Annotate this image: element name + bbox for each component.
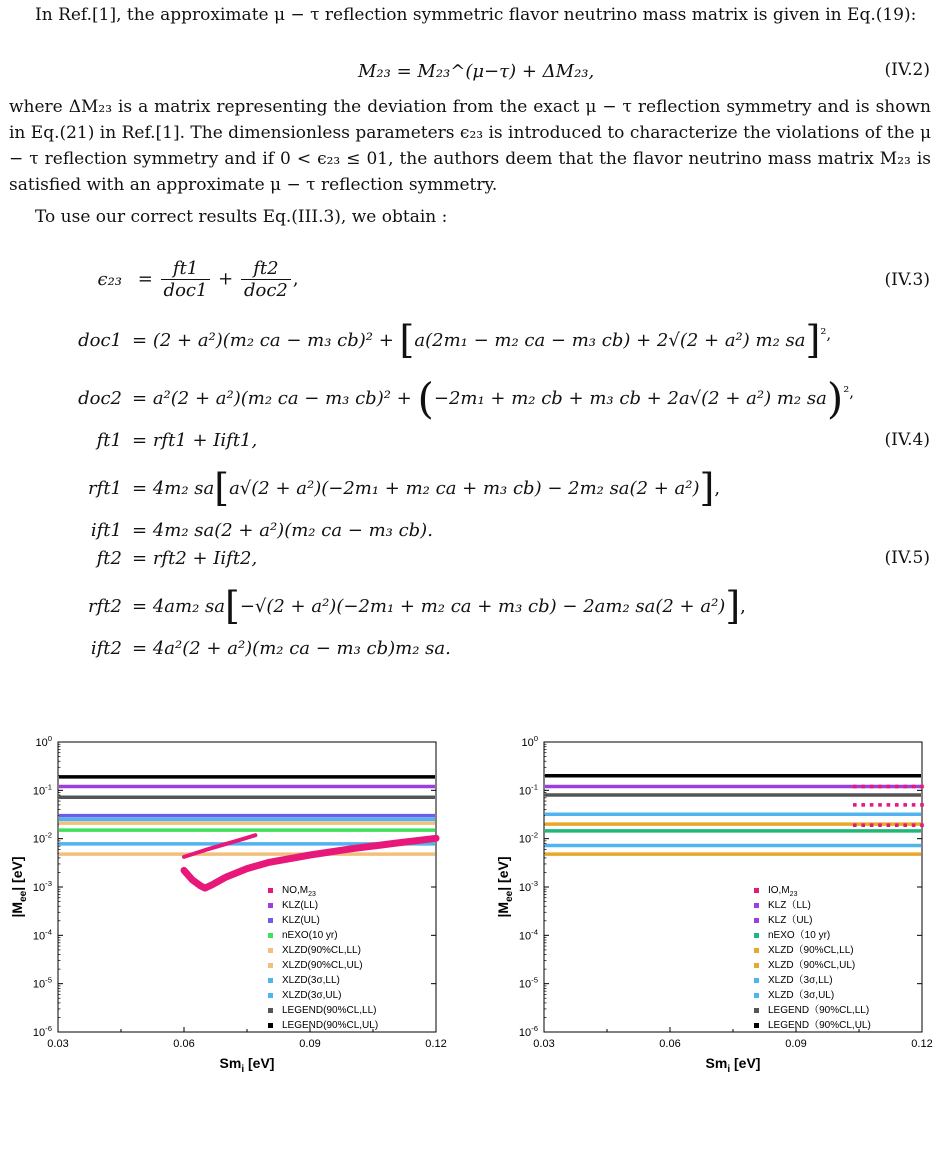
x-tick-label: 0.06 <box>173 1038 195 1050</box>
legend-label: XLZD（90%CL,LL) <box>768 945 854 956</box>
paragraph-1: In Ref.[1], the approximate μ − τ reflection symmetric flavor neutrino mass matrix is given in Eq.(19): <box>35 5 917 25</box>
legend-label: LEGEND（90%CL,UL) <box>768 1020 871 1031</box>
legend-marker <box>754 918 759 923</box>
legend-label: KLZ（UL) <box>768 915 813 926</box>
x-tick-label: 0.06 <box>659 1038 681 1050</box>
legend-label: XLZD(3σ,UL) <box>282 990 342 1001</box>
model-point <box>853 785 857 789</box>
legend-marker <box>268 963 273 968</box>
paragraph-2: where ΔM₂₃ is a matrix representing the deviation from the exact μ − τ reflection symmetry and is shown in Eq.(21) in Ref.[1]. The dimensionless parameters ϵ₂₃ is introduced to characterize the violations of the μ − τ reflection symmetry and if 0 < ϵ₂₃ ≤ 01, the authors deem that the flavor neutrino mass matrix M₂₃ is satisfied with an approximate μ − τ reflection symmetry. <box>9 97 931 195</box>
legend-marker <box>268 918 273 923</box>
legend-label: LEGEND(90%CL,LL) <box>282 1005 377 1016</box>
equation-ft2: ft2 = rft2 + Iift2, <box>96 548 258 569</box>
eq-lhs: ϵ₂₃ <box>97 268 122 290</box>
legend-marker <box>754 1023 759 1028</box>
equation-ift2: ift2 = 4a²(2 + a²)(m₂ ca − m₃ cb)m₂ sa. <box>90 638 451 659</box>
equation-tag-iv2: (IV.2) <box>884 60 930 80</box>
legend-marker <box>754 933 759 938</box>
legend-label: KLZ(UL) <box>282 915 320 926</box>
model-point <box>903 823 907 827</box>
model-point <box>920 785 924 789</box>
model-point <box>870 823 874 827</box>
model-point <box>853 803 857 807</box>
model-point <box>861 803 865 807</box>
legend-marker <box>268 933 273 938</box>
legend-label: XLZD（90%CL,UL) <box>768 960 856 971</box>
legend-marker <box>754 978 759 983</box>
fraction-1: $\frac{ft1}{\text{doc1}}$ <box>161 258 211 301</box>
model-point <box>861 823 865 827</box>
model-point <box>887 803 891 807</box>
y-tick-label: $10^{-4}$ <box>518 927 538 943</box>
y-tick-label: $10^{-5}$ <box>518 975 538 991</box>
y-tick-label: $10^{-2}$ <box>32 830 52 846</box>
legend-marker <box>754 888 759 893</box>
legend-marker <box>268 978 273 983</box>
legend-marker <box>754 993 759 998</box>
x-tick-label: 0.09 <box>785 1038 807 1050</box>
x-tick-label: 0.12 <box>425 1038 447 1050</box>
model-point <box>887 785 891 789</box>
model-point <box>912 785 916 789</box>
legend-label: XLZD（3σ,UL) <box>768 990 835 1001</box>
model-point <box>878 785 882 789</box>
legend-label: XLZD(90%CL,LL) <box>282 945 361 956</box>
model-point <box>903 785 907 789</box>
y-tick-label: $10^0$ <box>521 734 538 749</box>
equation-tag-iv3: (IV.3) <box>884 270 930 290</box>
legend-marker <box>268 948 273 953</box>
x-axis-label: $Sm_i$ [eV] <box>705 1055 761 1075</box>
model-point <box>912 803 916 807</box>
fraction-2: $\frac{ft2}{\text{doc2}}$ <box>241 258 291 301</box>
x-axis-label: $Sm_i$ [eV] <box>219 1055 275 1075</box>
equation-doc2: doc2 = a²(2 + a²)(m₂ ca − m₃ cb)² + (−2m₁ + m₂ cb + m₃ cb + 2a√(2 + a²) m₂ sa)$^{^2,}$ <box>78 374 854 423</box>
legend-marker <box>268 1023 273 1028</box>
legend-label: XLZD（3σ,LL) <box>768 975 833 986</box>
legend-label: XLZD(3σ,LL) <box>282 975 340 986</box>
model-point <box>853 823 857 827</box>
model-point <box>895 823 899 827</box>
legend-label: LEGEND（90%CL,LL) <box>768 1005 870 1016</box>
paragraph-3: To use our correct results Eq.(III.3), we obtain : <box>35 207 448 227</box>
equation-iv2: M₂₃ = M₂₃^(μ−τ) + ΔM₂₃, <box>358 61 595 82</box>
model-point <box>920 803 924 807</box>
y-tick-label: $10^{-3}$ <box>518 879 538 894</box>
legend-label: LEGEND(90%CL,UL) <box>282 1020 379 1031</box>
legend-label: $NO,M_{23}$ <box>282 885 316 898</box>
chart-io-mee <box>474 720 944 1140</box>
legend-label: KLZ（LL) <box>768 900 811 911</box>
legend-marker <box>268 888 273 893</box>
equation-rft2: rft2 = 4am₂ sa[−√(2 + a²)(−2m₁ + m₂ ca + m₃ cb) − 2am₂ sa(2 + a²)], <box>88 584 746 628</box>
legend-marker <box>754 948 759 953</box>
x-tick-label: 0.12 <box>911 1038 933 1050</box>
x-tick-label: 0.09 <box>299 1038 321 1050</box>
model-point <box>903 803 907 807</box>
equation-ft1: ft1 = rft1 + Iift1, <box>96 430 258 451</box>
model-point <box>912 823 916 827</box>
legend-label: XLZD(90%CL,UL) <box>282 960 363 971</box>
legend-label: nEXO（10 yr) <box>768 930 831 941</box>
y-axis-label: $|M_{ee}|$ [eV] <box>9 856 29 918</box>
model-point <box>878 823 882 827</box>
equation-tag-iv4: (IV.4) <box>884 430 930 450</box>
model-point <box>887 823 891 827</box>
equation-tag-iv5: (IV.5) <box>884 548 930 568</box>
legend-label: KLZ(LL) <box>282 900 319 911</box>
legend-marker <box>268 1008 273 1013</box>
y-tick-label: $10^0$ <box>35 734 52 749</box>
equation-rft1: rft1 = 4m₂ sa[a√(2 + a²)(−2m₁ + m₂ ca + m₃ cb) − 2m₂ sa(2 + a²)], <box>88 466 721 510</box>
model-point <box>920 823 924 827</box>
y-axis-label: $|M_{ee}|$ [eV] <box>495 856 515 918</box>
legend-marker <box>268 903 273 908</box>
model-point <box>895 803 899 807</box>
y-tick-label: $10^{-4}$ <box>32 927 52 943</box>
legend-marker <box>754 903 759 908</box>
y-tick-label: $10^{-1}$ <box>518 782 538 798</box>
y-tick-label: $10^{-1}$ <box>32 782 52 798</box>
legend-marker <box>268 993 273 998</box>
y-tick-label: $10^{-2}$ <box>518 830 538 846</box>
legend-marker <box>754 963 759 968</box>
y-tick-label: $10^{-5}$ <box>32 975 52 991</box>
y-tick-label: $10^{-6}$ <box>32 1024 52 1039</box>
equation-doc1: doc1 = (2 + a²)(m₂ ca − m₃ cb)² + [a(2m₁ − m₂ ca − m₃ cb) + 2√(2 + a²) m₂ sa]$^{^2,}$ <box>78 318 832 362</box>
y-tick-label: $10^{-3}$ <box>32 879 52 894</box>
model-point <box>878 803 882 807</box>
x-tick-label: 0.03 <box>533 1038 555 1050</box>
y-tick-label: $10^{-6}$ <box>518 1024 538 1039</box>
x-tick-label: 0.03 <box>47 1038 69 1050</box>
legend-marker <box>754 1008 759 1013</box>
model-point <box>870 785 874 789</box>
model-point <box>861 785 865 789</box>
equation-epsilon: ϵ₂₃ = $\frac{ft1}{\text{doc1}}$ + $\frac{ft2}{\text{doc2}}$ , <box>26 258 299 301</box>
model-point <box>870 803 874 807</box>
equation-ift1: ift1 = 4m₂ sa(2 + a²)(m₂ ca − m₃ cb). <box>90 520 433 541</box>
chart-no-mee <box>0 720 470 1140</box>
legend-label: nEXO(10 yr) <box>282 930 338 941</box>
model-point <box>895 785 899 789</box>
legend-label: $IO,M_{23}$ <box>768 885 798 898</box>
